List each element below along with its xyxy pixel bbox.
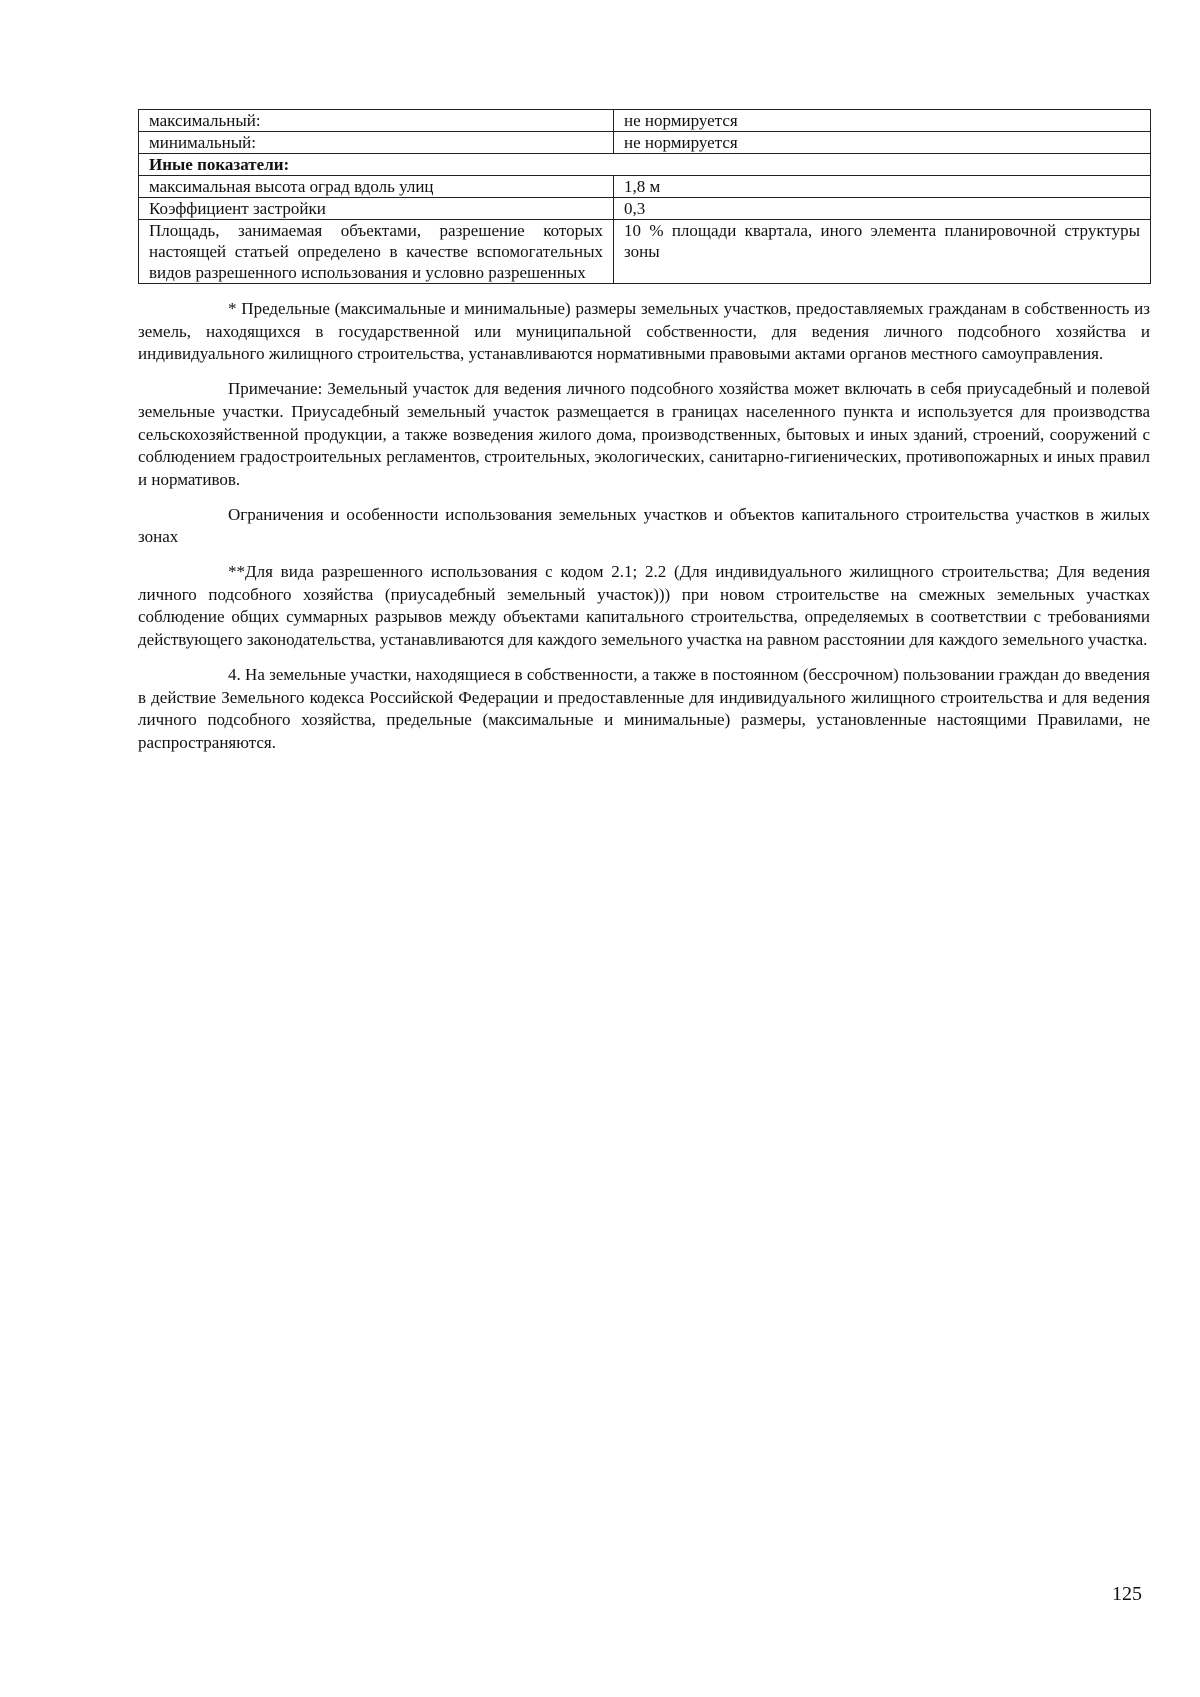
row-label: Коэффициент застройки <box>139 198 614 220</box>
table-row <box>139 220 1151 284</box>
table-row <box>139 176 1151 198</box>
row-label: максимальный: <box>139 110 614 132</box>
footnote-paragraph-2: **Для вида разрешенного использования с кодом 2.1; 2.2 (Для индивидуального жилищного строительства; Для ведения личного подсобного хозяйства (приусадебный земельный участок))) при новом строительстве на смежных земельных участках соблюдение общих суммарных разрывов между объектами капитального строительства, определяемых в соответствии с требованиями действующего законодательства, устанавливаются для каждого земельного участка на равном расстоянии для каждого земельного участка. <box>138 562 1150 650</box>
row-value: 1,8 м <box>614 176 1151 198</box>
table-row <box>139 198 1151 220</box>
parameters-table <box>138 109 1151 284</box>
body-text <box>138 298 1150 755</box>
note-paragraph: Примечание: Земельный участок для ведения личного подсобного хозяйства может включать в себя приусадебный и полевой земельные участки. Приусадебный земельный участок размещается в границах населенного пункта и используется для производства сельскохозяйственной продукции, а также возведения жилого дома, производственных, бытовых и иных зданий, строений, сооружений с соблюдением градостроительных регламентов, строительных, экологических, санитарно-гигиенических, противопожарных и иных правил и нормативов. <box>138 379 1150 489</box>
row-value: не нормируется <box>614 110 1151 132</box>
row-label: максимальная высота оград вдоль улиц <box>139 176 614 198</box>
section-heading: Иные показатели: <box>139 154 1151 176</box>
table-row <box>139 110 1151 132</box>
table-row <box>139 132 1151 154</box>
page-number: 125 <box>1112 1583 1142 1605</box>
row-value: не нормируется <box>614 132 1151 154</box>
row-label: Площадь, занимаемая объектами, разрешение которых настоящей статьей определено в качестве вспомогательных видов разрешенного использования и условно разрешенных <box>139 220 614 284</box>
row-value: 10 % площади квартала, иного элемента планировочной структуры зоны <box>614 220 1151 284</box>
document-page <box>138 109 1150 767</box>
footnote-paragraph: * Предельные (максимальные и минимальные) размеры земельных участков, предоставляемых гражданам в собственность из земель, находящихся в государственной или муниципальной собственности, для ведения личного подсобного хозяйства и индивидуального жилищного строительства, устанавливаются нормативными правовыми актами органов местного самоуправления. <box>138 299 1150 364</box>
row-value: 0,3 <box>614 198 1151 220</box>
clause-4-paragraph: 4. На земельные участки, находящиеся в собственности, а также в постоянном (бессрочном) пользовании граждан до введения в действие Земельного кодекса Российской Федерации и предоставленные для индивидуального жилищного строительства и для ведения личного подсобного хозяйства, предельные (максимальные и минимальные) размеры, установленные настоящими Правилами, не распространяются. <box>138 664 1150 752</box>
table-section-row <box>139 154 1151 176</box>
row-label: минимальный: <box>139 132 614 154</box>
restrictions-paragraph: Ограничения и особенности использования земельных участков и объектов капитального строительства участков в жилых зонах <box>138 504 1150 547</box>
